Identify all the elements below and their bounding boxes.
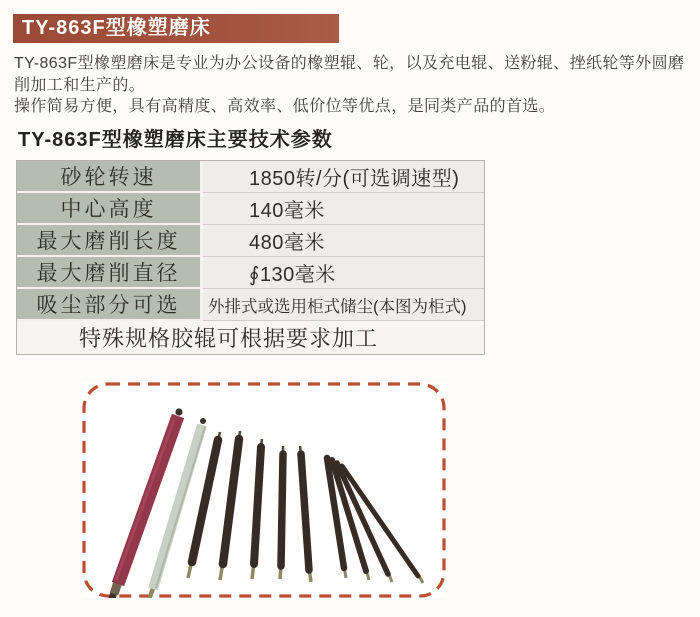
spec-label-wheel-speed: 砂轮转速: [17, 161, 203, 193]
roller-dark-4: [280, 446, 283, 579]
spec-value-max-grind-diameter: ∮130毫米: [203, 257, 484, 289]
spec-label-max-grind-diameter: 最大磨削直径: [17, 257, 203, 289]
roller-white: [149, 418, 206, 598]
roller-red: [112, 408, 183, 598]
spec-value-dust-collection: 外排式或选用柜式储尘(本图为柜式): [203, 289, 484, 321]
spec-value-center-height: 140毫米: [203, 193, 484, 225]
page-title: TY-863F型橡塑磨床: [13, 14, 339, 43]
spec-value-max-grind-length: 480毫米: [203, 225, 484, 257]
intro-text: [14, 53, 692, 118]
intro-paragraph-1: TY-863F型橡塑磨床是专业为办公设备的橡塑辊、轮，以及充电辊、送粉辊、挫纸轮等外圆磨削加工和生产的。: [14, 55, 685, 94]
roller-dark-5: [300, 446, 311, 582]
product-photo: [82, 382, 446, 598]
spec-label-max-grind-length: 最大磨削长度: [17, 225, 203, 257]
roller-dark-3: [252, 439, 262, 579]
intro-paragraph-2: 操作简易方便，具有高精度、高效率、低价位等优点，是同类产品的首选。: [14, 98, 556, 115]
rollers-illustration: [82, 382, 446, 598]
specs-table: [16, 160, 485, 355]
spec-label-center-height: 中心高度: [17, 193, 203, 225]
spec-label-dust-collection: 吸尘部分可选: [17, 289, 203, 321]
spec-value-wheel-speed: 1850转/分(可选调速型): [203, 161, 484, 193]
photo-dashed-border: [84, 384, 444, 596]
specs-heading: TY-863F型橡塑磨床主要技术参数: [18, 129, 333, 151]
spec-footer-note: 特殊规格胶辊可根据要求加工: [17, 321, 484, 354]
roller-dark-2: [220, 431, 240, 580]
